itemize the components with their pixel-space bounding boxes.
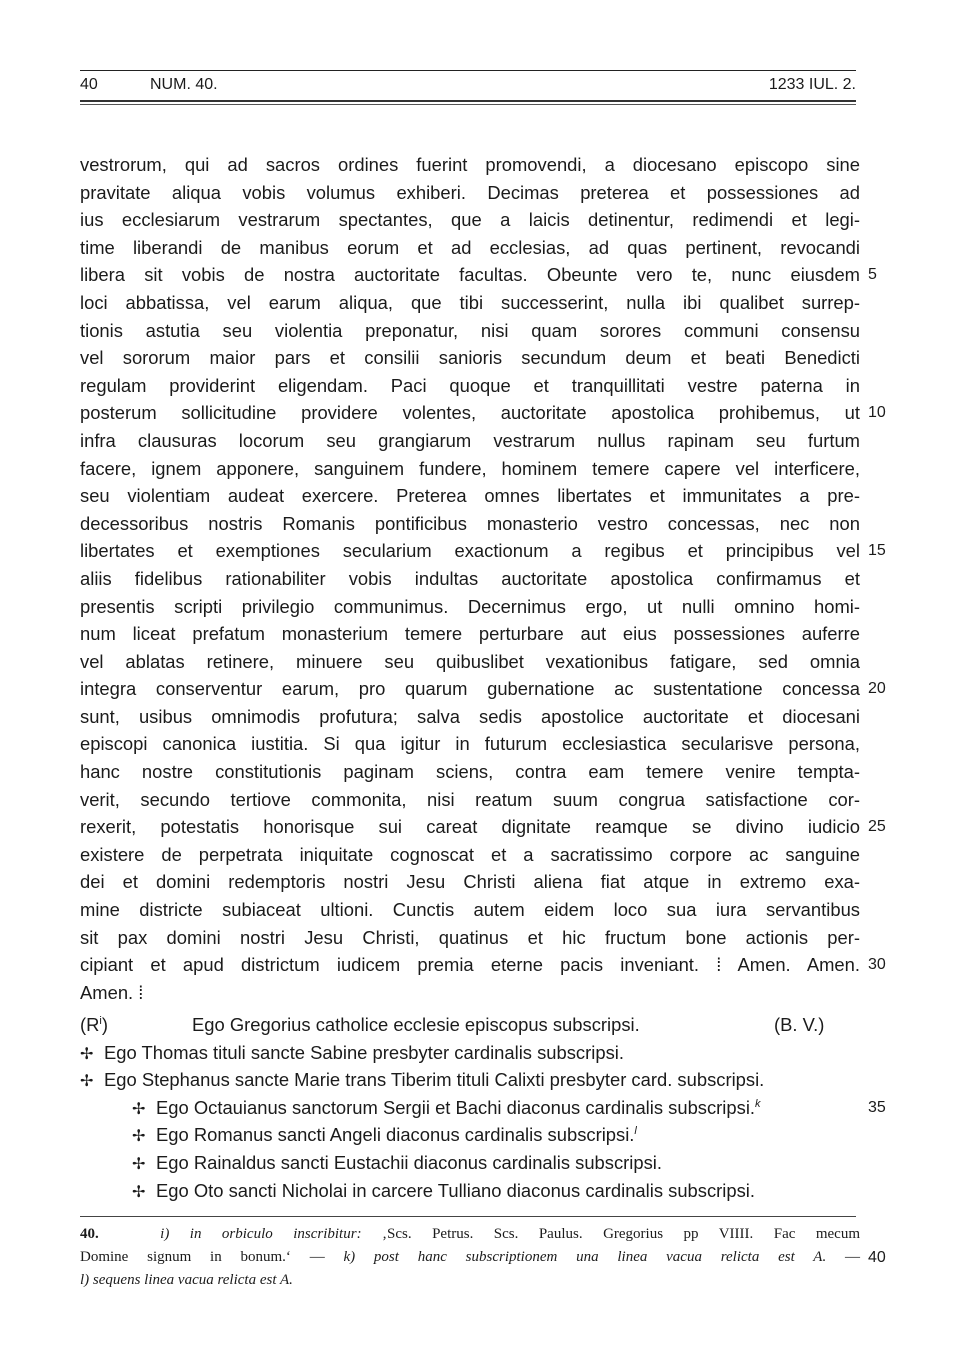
cross-icon: ✢ bbox=[80, 1073, 94, 1091]
text-line: sit pax domini nostri Jesu Christi, quatinus et hic fructum bone actionis per- bbox=[80, 926, 860, 948]
footnote-line: Domine signum in bonum.‘ — k) post hanc subscriptionem una linea vacua relicta est A. — 40 bbox=[80, 1246, 860, 1269]
text-line: infra clausuras locorum seu grangiarum vestrarum nullus rapinam seu furtum bbox=[80, 429, 860, 451]
subscriptions bbox=[80, 1011, 886, 1204]
text-line: existere de perpetrata iniquitate cognoscat et a sacratissimo corpore ac sanguine bbox=[80, 843, 860, 865]
text-line: pravitate aliqua vobis volumus exhiberi. Decimas preterea et possessiones ad bbox=[80, 181, 860, 203]
footnote-ref: l bbox=[634, 1125, 637, 1138]
text-line: dei et domini redemptoris nostri Jesu Christi aliena fiat atque in extremo exa- bbox=[80, 871, 860, 893]
text-line: verit, secundo tertiove commonita, nisi reatum suum congrua satisfactione cor- bbox=[80, 788, 860, 810]
pope-subscription-text: Ego Gregorius catholice ecclesie episcopus subscripsi. bbox=[192, 1014, 640, 1035]
text-line: presentis scripti privilegio communimus. Decernimus ergo, ut nulli omnino homi- bbox=[80, 595, 860, 617]
line-marker: 30 bbox=[868, 956, 886, 974]
footnote-rule bbox=[80, 1216, 856, 1217]
text-line: ius ecclesiarum vestrarum spectantes, que a laicis detinentur, redimendi et legi- bbox=[80, 209, 860, 231]
page-number: 40 bbox=[80, 76, 98, 93]
cross-icon: ✢ bbox=[132, 1183, 146, 1201]
subscription-text: Ego Oto sancti Nicholai in carcere Tulliano diaconus cardinalis subscripsi. bbox=[156, 1179, 756, 1201]
document-number: NUM. 40. bbox=[150, 76, 218, 93]
line-marker: 25 bbox=[868, 818, 886, 836]
text-line: cipiant et apud districtum iudicem premia eterne pacis inveniant. ⁞ Amen. Amen. bbox=[80, 954, 860, 976]
line-marker: 10 bbox=[868, 404, 886, 422]
text-line: aliis fidelibus rationabiliter vobis indultas auctoritate apostolica confirmamus et bbox=[80, 567, 860, 589]
footnote-line: l) sequens linea vacua relicta est A. bbox=[80, 1272, 293, 1288]
text-line: libera sit vobis de nostra auctoritate facultas. Obeunte vero te, nunc eiusdem bbox=[80, 264, 860, 286]
subscription-text: Ego Romanus sancti Angeli diaconus cardinalis subscripsi. bbox=[156, 1124, 635, 1146]
bene-valete: (B. V.) bbox=[774, 1014, 825, 1035]
text-line: seu violentiam audeat exercere. Preterea omnes libertates et immunitates a pre- bbox=[80, 485, 860, 507]
cardinal-subscription bbox=[80, 1094, 886, 1122]
cardinal-subscription bbox=[80, 1039, 870, 1067]
text-line: posterum sollicitudine providere volentes, auctoritate apostolica prohibemus, ut bbox=[80, 402, 860, 424]
text-line: mine districte subiaceat ultioni. Cunctis autem eidem loco sua iura servantibus bbox=[80, 899, 860, 921]
cardinal-subscription bbox=[80, 1121, 870, 1149]
header-rule bbox=[80, 100, 856, 102]
line-marker: 5 bbox=[868, 266, 877, 284]
cross-icon: ✢ bbox=[132, 1155, 146, 1173]
text-line: decessoribus nostris Romanis pontificibus monasterio vestro concessas, nec non bbox=[80, 512, 860, 534]
text-line: integra conserventur earum, pro quarum gubernatione ac sustentatione concessa bbox=[80, 678, 860, 700]
subscription-text: Ego Rainaldus sancti Eustachii diaconus cardinalis subscripsi. bbox=[156, 1151, 663, 1173]
text-line: vestrorum, qui ad sacros ordines fuerint promovendi, a diocesano episcopo sine bbox=[80, 154, 860, 175]
text-line: sunt, usibus omnimodis profutura; salva sedis apostolice auctoritate et diocesani bbox=[80, 705, 860, 727]
text-line: time liberandi de manibus eorum et ad ecclesias, ad quas pertinent, revocandi bbox=[80, 236, 860, 258]
cross-icon: ✢ bbox=[132, 1128, 146, 1146]
text-line: hanc nostre constitutionis paginam sciens, contra eam temere venire tempta- bbox=[80, 761, 860, 783]
text-line: vel sororum maior pars et consilii sanioris secundum deum et beati Benedicti bbox=[80, 347, 860, 369]
cardinal-subscription bbox=[80, 1177, 870, 1205]
footnote-line: 40. i) in orbiculo inscribitur: ‚Scs. Petrus. Scs. Paulus. Gregorius pp VIIII. Fac mecum bbox=[80, 1226, 861, 1242]
main-text bbox=[80, 151, 886, 1006]
footnote-ref: k bbox=[755, 1097, 761, 1110]
text-line: Amen. ⁞ bbox=[80, 981, 144, 1003]
text-line: regulam providerint eligendam. Paci quoque et tranquillitati vestre paterna in bbox=[80, 374, 860, 396]
cardinal-subscription bbox=[80, 1149, 870, 1177]
subscription-text: Ego Stephanus sancte Marie trans Tiberim tituli Calixti presbyter card. subscripsi. bbox=[104, 1069, 765, 1091]
line-marker: 35 bbox=[868, 1098, 886, 1116]
text-line: libertates et exemptiones secularium exactionum a regibus et principibus vel bbox=[80, 540, 860, 562]
cardinal-subscription bbox=[80, 1066, 870, 1094]
page-header bbox=[80, 76, 856, 98]
text-line: episcopi canonica iustitia. Si qua igitur in futurum ecclesiastica secularisve persona, bbox=[80, 733, 860, 755]
text-line: vel ablatas retinere, minuere seu quibuslibet vexationibus fatigare, sed omnia bbox=[80, 650, 860, 672]
top-rule bbox=[80, 70, 856, 71]
cross-icon: ✢ bbox=[80, 1045, 94, 1063]
text-line: tionis astutia seu violentia preponatur, nisi quam sorores communi consensu bbox=[80, 319, 860, 341]
text-line: facere, ignem apponere, sanguinem fundere, hominem temere capere vel interficere, bbox=[80, 457, 860, 479]
text-line: rexerit, potestatis honorisque sui careat dignitate reamque se divino iudicio bbox=[80, 816, 860, 838]
cross-icon: ✢ bbox=[132, 1100, 146, 1118]
papal-subscription bbox=[80, 1011, 870, 1039]
document-date: 1233 IUL. 2. bbox=[768, 76, 856, 93]
subscription-text: Ego Thomas tituli sancte Sabine presbyter cardinalis subscripsi. bbox=[104, 1041, 624, 1063]
subscription-text: Ego Octauianus sanctorum Sergii et Bachi diaconus cardinalis subscripsi. bbox=[156, 1096, 756, 1118]
line-marker: 20 bbox=[868, 680, 886, 698]
line-marker: 15 bbox=[868, 542, 886, 560]
text-line: loci abbatissa, vel earum aliqua, que tibi successerint, nulla ibi qualibet surrep- bbox=[80, 291, 860, 313]
text-line: num liceat prefatum monasterium temere perturbare aut eius possessiones auferre bbox=[80, 623, 860, 645]
footnotes bbox=[80, 1223, 886, 1292]
line-marker: 40 bbox=[868, 1249, 886, 1266]
rota-sign: $(R^i)$ bbox=[80, 1014, 108, 1035]
header-rule-thin bbox=[80, 104, 856, 105]
